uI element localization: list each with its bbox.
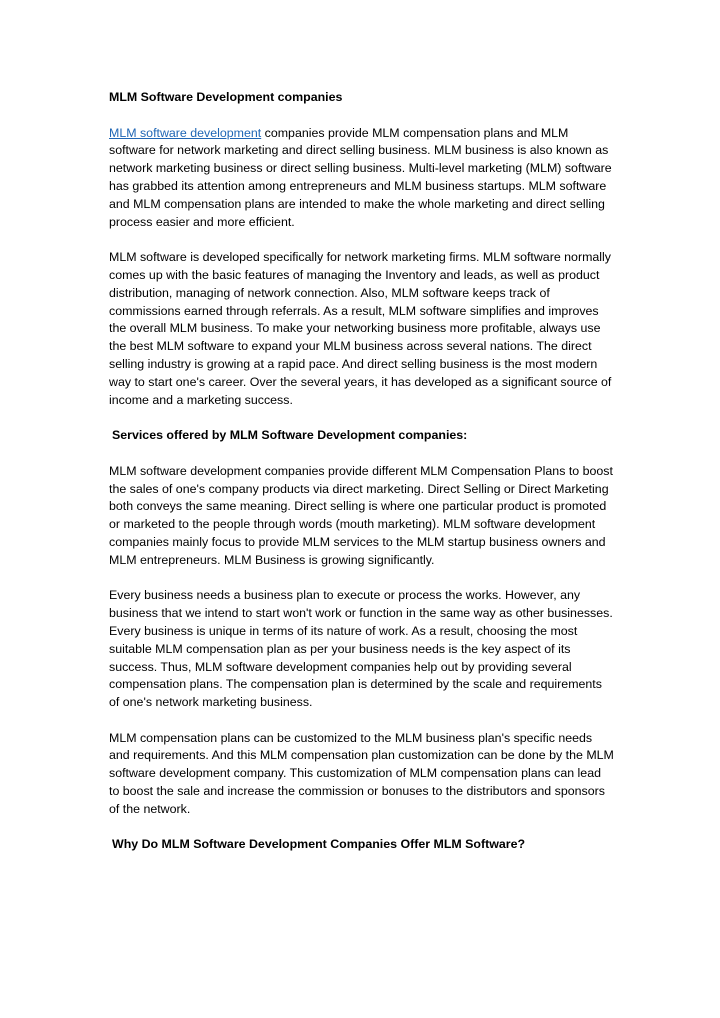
heading-why: Why Do MLM Software Development Companies Offer MLM Software? bbox=[112, 837, 526, 852]
document-body bbox=[109, 89, 614, 872]
heading-services: Services offered by MLM Software Development companies: bbox=[112, 428, 468, 443]
intro-text: companies provide MLM compensation plans and MLM software for network marketing and direct selling business. MLM business is also known as network marketing business or direct selling business. Multi-level marketing (MLM) software has grabbed its attention among entrepreneurs and MLM business startups. MLM software and MLM compensation plans are intended to make the whole marketing and direct selling process easier and more efficient. bbox=[109, 125, 612, 229]
paragraph-business-plan: Every business needs a business plan to execute or process the works. However, any business that we intend to start won't work or function in the same way as other businesses. Every business is unique in terms of its nature of work. As a result, choosing the most suitable MLM compensation plan as per your business needs is the key aspect of its success. Thus, MLM software development companies help out by providing several compensation plans. The compensation plan is determined by the scale and requirements of one's network marketing business. bbox=[109, 588, 613, 710]
document-title: MLM Software Development companies bbox=[109, 90, 343, 104]
intro-paragraph bbox=[109, 125, 614, 232]
mlm-software-development-link[interactable]: MLM software development bbox=[109, 125, 262, 140]
paragraph-customization: MLM compensation plans can be customized to the MLM business plan's specific needs and requirements. And this MLM compensation plan customization can be done by the MLM software development company. This customization of MLM compensation plans can lead to boost the sale and increase the commission or bonuses to the distributors and sponsors of the network. bbox=[109, 730, 614, 816]
paragraph-services: MLM software development companies provide different MLM Compensation Plans to boost the sales of one's company products via direct marketing. Direct Selling or Direct Marketing both conveys the same meaning. Direct selling is where one particular product is promoted or marketed to the people through words (mouth marketing). MLM software development companies mainly focus to provide MLM services to the MLM startup business owners and MLM entrepreneurs. MLM Business is growing significantly. bbox=[109, 463, 613, 567]
paragraph-mlm-software: MLM software is developed specifically for network marketing firms. MLM software normally comes up with the basic features of managing the Inventory and leads, as well as product distribution, managing of network connection. Also, MLM software keeps track of commissions earned through referrals. As a result, MLM software simplifies and improves the overall MLM business. To make your networking business more profitable, always use the best MLM software to expand your MLM business across several nations. The direct selling industry is growing at a rapid pace. And direct selling business is the most modern way to start one's career. Over the several years, it has developed as a significant source of income and a marketing success. bbox=[109, 250, 612, 407]
